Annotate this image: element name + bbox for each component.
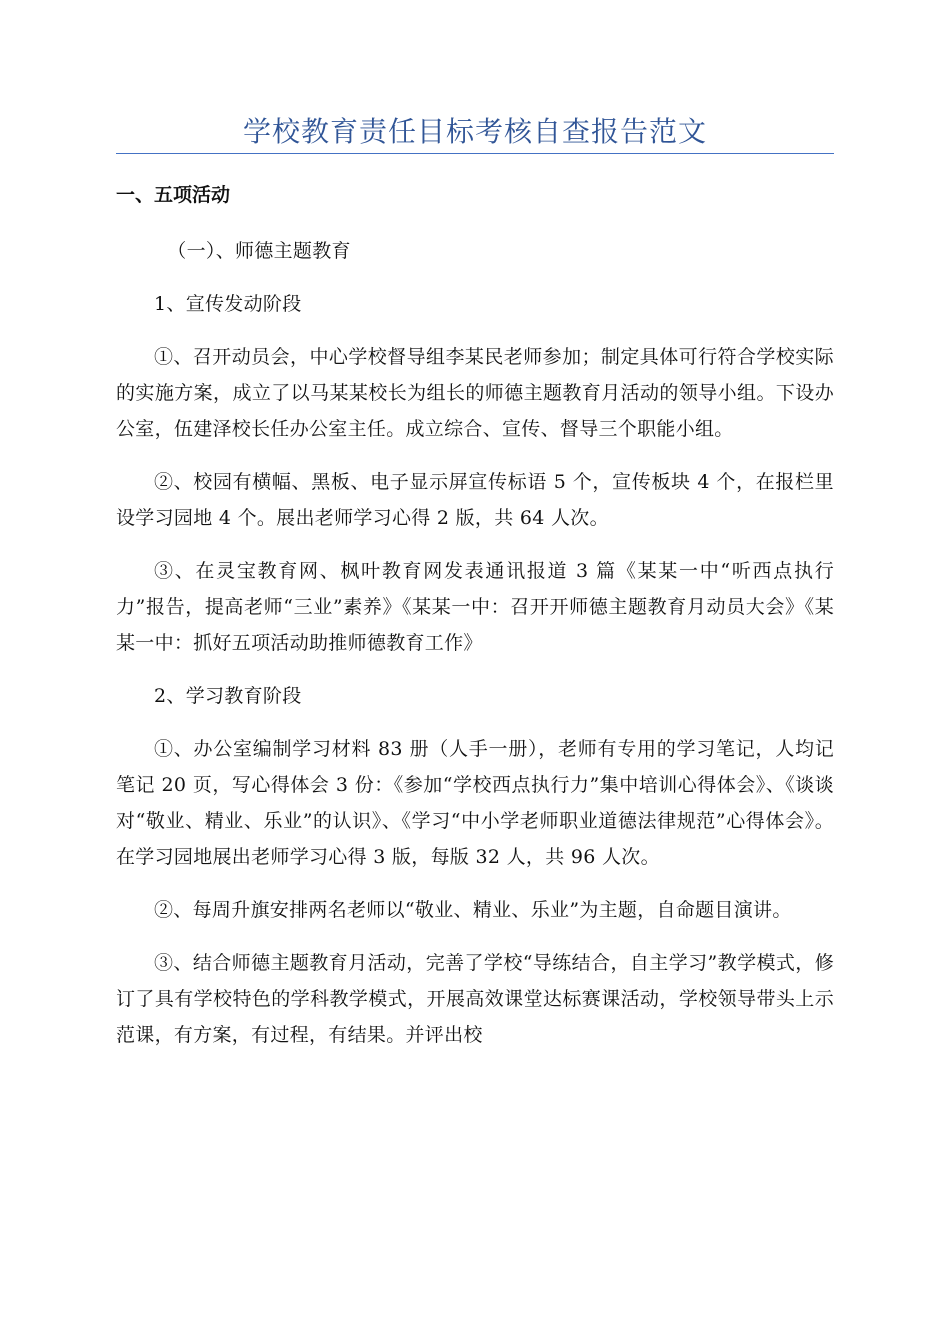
subsection-heading: （一）、师德主题教育 (167, 240, 351, 262)
paragraph: ②、校园有横幅、黑板、电子显示屏宣传标语 5 个，宣传板块 4 个，在报栏里设学习园地 4 个。展出老师学习心得 2 版，共 64 人次。 (116, 471, 834, 529)
paragraph: ①、召开动员会，中心学校督导组李某民老师参加；制定具体可行符合学校实际的实施方案，成立了以马某某校长为组长的师德主题教育月活动的领导小组。下设办公室，伍建泽校长任办公室主任。成立综合、宣传、督导三个职能小组。 (116, 346, 834, 440)
stage-heading-study: 2、学习教育阶段 (154, 685, 302, 707)
document-title: 学校教育责任目标考核自查报告范文 (242, 115, 707, 148)
stage-heading-publicity: 1、宣传发动阶段 (154, 293, 302, 315)
paragraph: ③、在灵宝教育网、枫叶教育网发表通讯报道 3 篇《某某一中“听西点执行力”报告，提高老师“三业”素养》《某某一中：召开开师德主题教育月动员大会》《某某一中：抓好五项活动助推师德教育工作》 (116, 560, 834, 654)
paragraph: ②、每周升旗安排两名老师以“敬业、精业、乐业”为主题，自命题目演讲。 (154, 899, 792, 921)
paragraph: ①、办公室编制学习材料 83 册（人手一册），老师有专用的学习笔记，人均记笔记 20 页，写心得体会 3 份：《参加“学校西点执行力”集中培训心得体会》、《谈谈对“敬业、精业、乐业”的认识》、《学习“中小学老师职业道德法律规范”心得体会》。在学习园地展出老师学习心得 3 版，每版 32 人，共 96 人次。 (116, 738, 834, 868)
paragraph: ③、结合师德主题教育月活动，完善了学校“导练结合，自主学习”教学模式，修订了具有学校特色的学科教学模式，开展高效课堂达标赛课活动，学校领导带头上示范课，有方案，有过程，有结果。并评出校 (116, 952, 834, 1046)
document-body (116, 178, 834, 1070)
section-heading: 一、五项活动 (116, 184, 231, 206)
title-underline (116, 153, 834, 154)
